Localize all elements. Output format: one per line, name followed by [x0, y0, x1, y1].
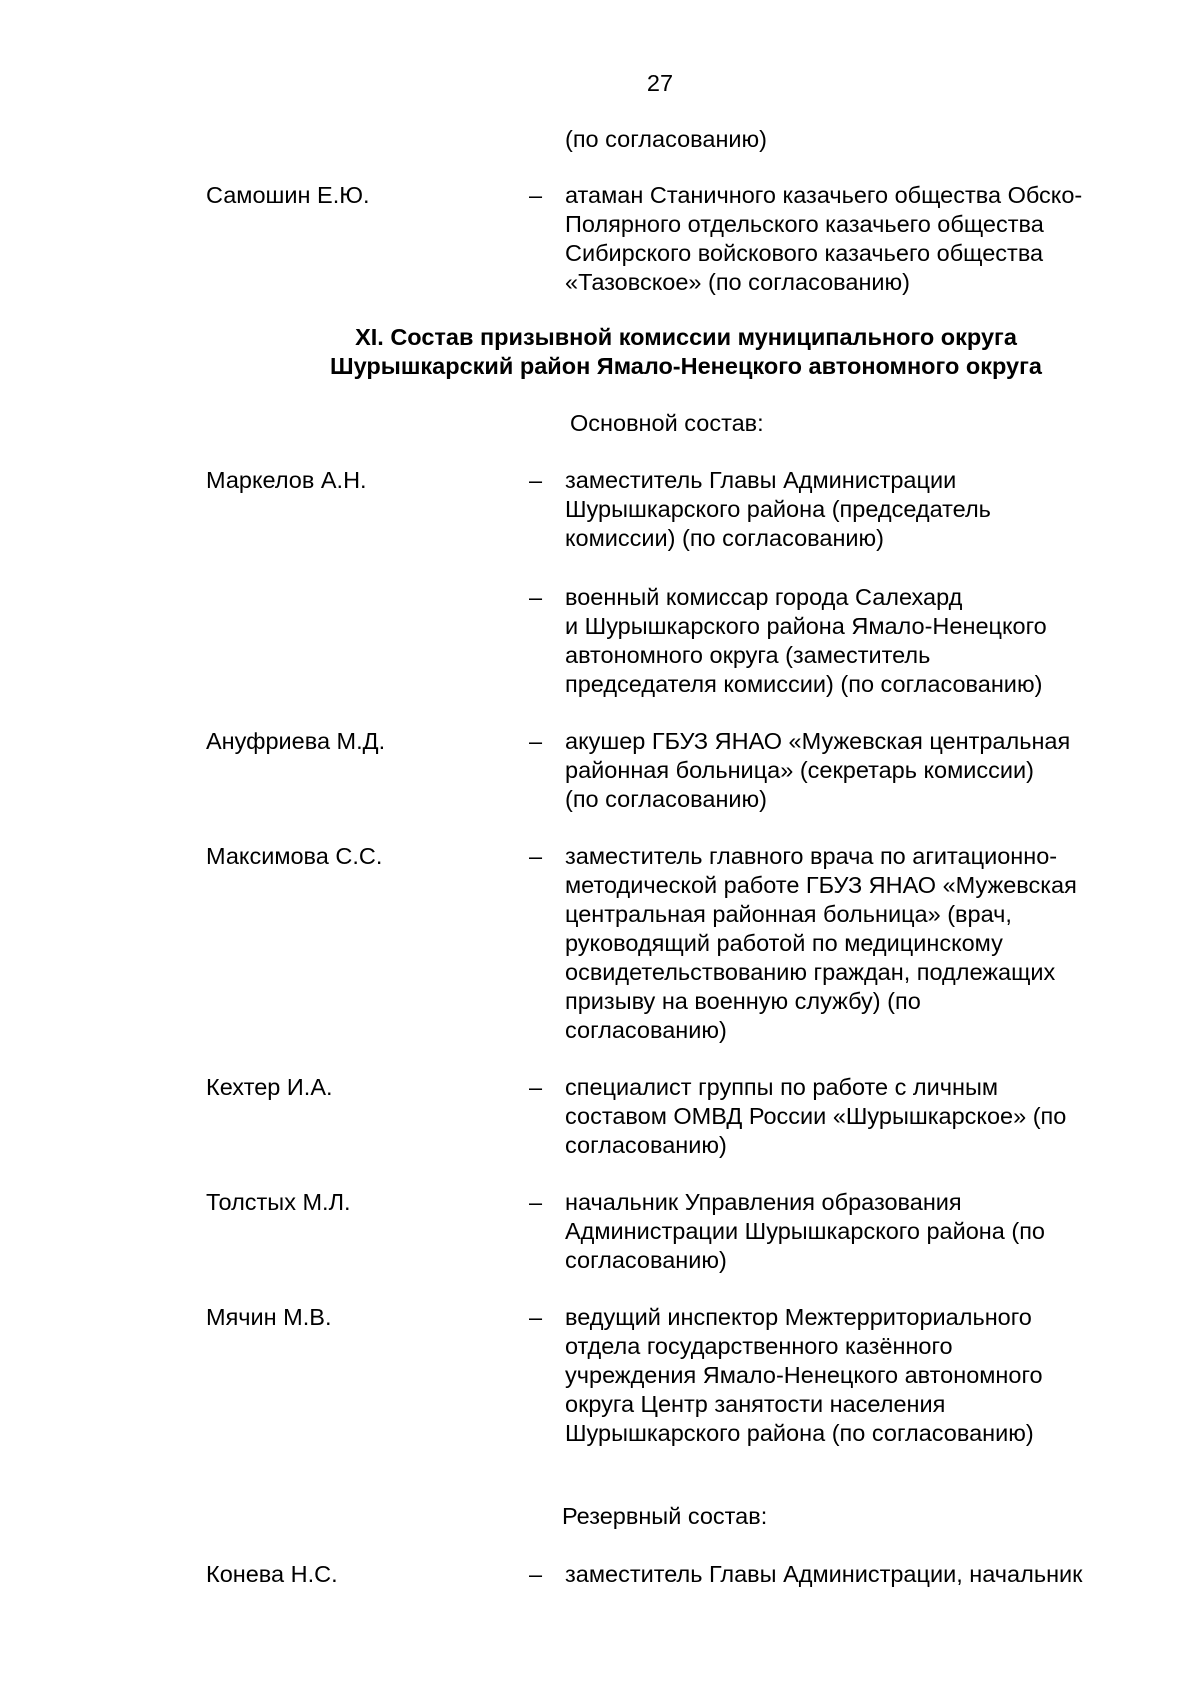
member-name: Мячин М.В.	[206, 1304, 332, 1330]
dash-separator: –	[529, 1189, 543, 1215]
dash-separator: –	[529, 843, 543, 869]
member-name: Максимова С.С.	[206, 843, 383, 869]
member-position: специалист группы по работе с личным составом ОМВД России «Шурышкарское» (по согласованию)	[565, 1074, 1067, 1158]
member-position: заместитель Главы Администрации, начальник	[565, 1561, 1083, 1587]
page-number: 27	[646, 70, 674, 96]
dash-separator: –	[529, 467, 543, 493]
dash-separator: –	[529, 1074, 543, 1100]
continuation-text: (по согласованию)	[565, 126, 767, 152]
member-name: Ануфриева М.Д.	[206, 728, 386, 754]
main-composition-label: Основной состав:	[570, 410, 764, 436]
member-name: Кехтер И.А.	[206, 1074, 333, 1100]
dash-separator: –	[529, 1561, 543, 1587]
member-name: Конева Н.С.	[206, 1561, 338, 1587]
member-position: акушер ГБУЗ ЯНАО «Мужевская центральная районная больница» (секретарь комиссии) (по согласованию)	[565, 728, 1071, 812]
member-position: начальник Управления образования Администрации Шурышкарского района (по согласованию)	[565, 1189, 1045, 1273]
member-position: атаман Станичного казачьего общества Обско- Полярного отдельского казачьего общества Сибирского войскового казачьего общества «Тазовское» (по согласованию)	[565, 182, 1083, 295]
member-name: Толстых М.Л.	[206, 1189, 351, 1215]
dash-separator: –	[529, 1304, 543, 1330]
dash-separator: –	[529, 728, 543, 754]
dash-separator: –	[529, 584, 543, 610]
reserve-composition-label: Резервный состав:	[562, 1503, 768, 1529]
member-position: заместитель Главы Администрации Шурышкарского района (председатель комиссии) (по согласованию)	[565, 467, 991, 551]
member-position: заместитель главного врача по агитационно- методической работе ГБУЗ ЯНАО «Мужевская центральная районная больница» (врач, руководящий работой по медицинскому освидетельствованию граждан, подлежащих призыву на военную службу) (по согласованию)	[565, 843, 1077, 1043]
member-name: Маркелов А.Н.	[206, 467, 367, 493]
dash-separator: –	[529, 182, 543, 208]
member-position: ведущий инспектор Межтерриториального отдела государственного казённого учреждения Ямало-Ненецкого автономного округа Центр занятости населения Шурышкарского района (по согласованию)	[565, 1304, 1043, 1446]
member-name: Самошин Е.Ю.	[206, 182, 370, 208]
member-position: военный комиссар города Салехард и Шурышкарского района Ямало-Ненецкого автономного округа (заместитель председателя комиссии) (по согласованию)	[565, 584, 1047, 697]
section-heading: XI. Состав призывной комиссии муниципального округа Шурышкарский район Ямало-Ненецкого автономного округа	[330, 324, 1042, 379]
